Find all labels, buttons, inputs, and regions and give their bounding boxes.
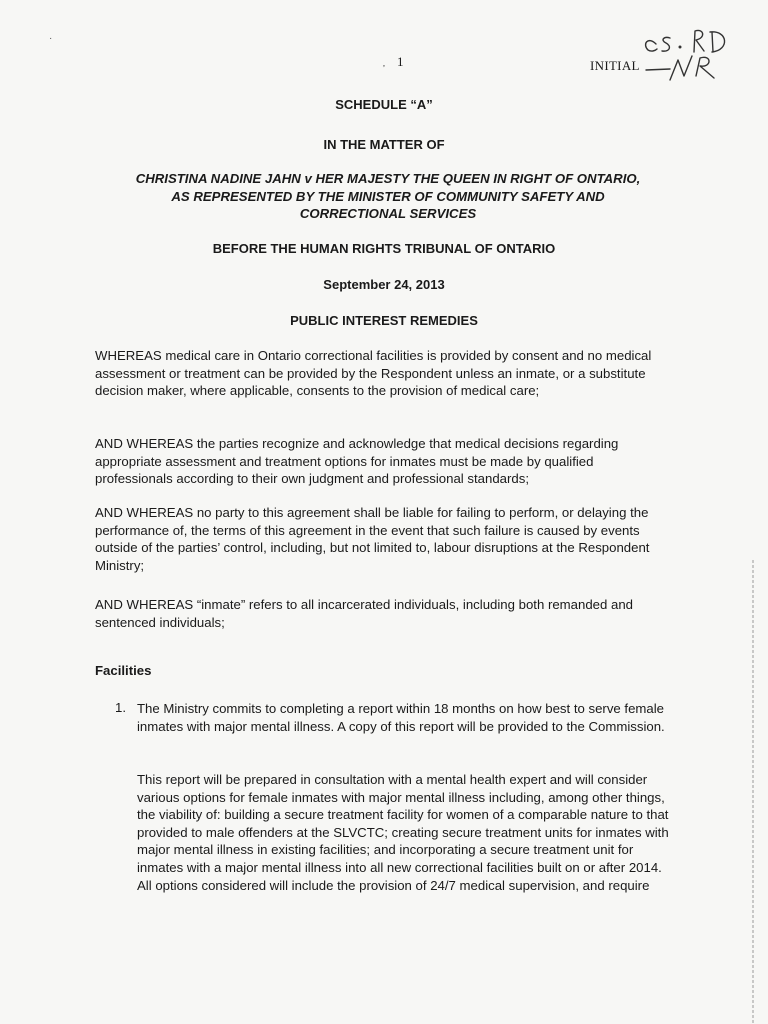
recital-paragraph-2: AND WHEREAS the parties recognize and acknowledge that medical decisions regarding appropriate assessment and treatment options for inmates must be made by qualified professionals according to their own judgment and professional standards; <box>95 436 619 487</box>
case-title-line-3: CORRECTIONAL SERVICES <box>299 206 477 221</box>
case-title-line-1: CHRISTINA NADINE JAHN v HER MAJESTY THE QUEEN IN RIGHT OF ONTARIO, <box>135 171 641 186</box>
scan-speck: · <box>49 33 53 44</box>
recital-paragraph-4: AND WHEREAS “inmate” refers to all incarcerated individuals, including both remanded and sentenced individuals; <box>95 597 634 630</box>
handwritten-initials-signature <box>640 22 740 88</box>
list-item-paragraph-2: This report will be prepared in consultation with a mental health expert and will consider various options for female inmates with major mental illness including, among other things, the viability of: building a secure treatment facility for women of a comparable nature to that provided to male offenders at the SLVCTC; creating secure treatment units for inmates with major mental illness in existing facilities; and incorporating a secure treatment unit for inmates with a major mental illness into all new correctional facilities built on or after 2014. All options considered will include the provision of 24/7 medical supervision, and require <box>137 772 669 893</box>
section-heading-facilities: Facilities <box>95 663 152 678</box>
date-heading: September 24, 2013 <box>323 277 445 292</box>
page-number-text: 1 <box>397 54 404 69</box>
scan-tick: , <box>383 59 385 68</box>
recital-paragraph-3: AND WHEREAS no party to this agreement shall be liable for failing to perform, or delaying the performance of, the terms of this agreement in the event that such failure is caused by events outside of the parties’ control, including, but not limited to, labour disruptions at the Respondent Ministry; <box>95 505 650 573</box>
page-number <box>383 54 404 70</box>
case-title-line-2: AS REPRESENTED BY THE MINISTER OF COMMUNITY SAFETY AND <box>171 188 605 204</box>
matter-heading: IN THE MATTER OF <box>323 137 445 152</box>
list-item-paragraph-1: The Ministry commits to completing a report within 18 months on how best to serve female inmates with major mental illness. A copy of this report will be provided to the Commission. <box>137 701 665 734</box>
recital-paragraph-1: WHEREAS medical care in Ontario correctional facilities is provided by consent and no medical assessment or treatment can be provided by the Respondent unless an inmate, or a substitute decision maker, where applicable, consents to the provision of medical care; <box>95 348 652 399</box>
subject-heading: PUBLIC INTEREST REMEDIES <box>290 313 478 328</box>
case-title <box>80 170 696 223</box>
list-item-number: 1. <box>115 700 126 715</box>
scan-edge-line <box>752 560 754 1024</box>
initial-label: INITIAL <box>590 58 640 73</box>
schedule-heading: SCHEDULE “A” <box>335 97 433 112</box>
tribunal-heading: BEFORE THE HUMAN RIGHTS TRIBUNAL OF ONTARIO <box>212 241 556 256</box>
